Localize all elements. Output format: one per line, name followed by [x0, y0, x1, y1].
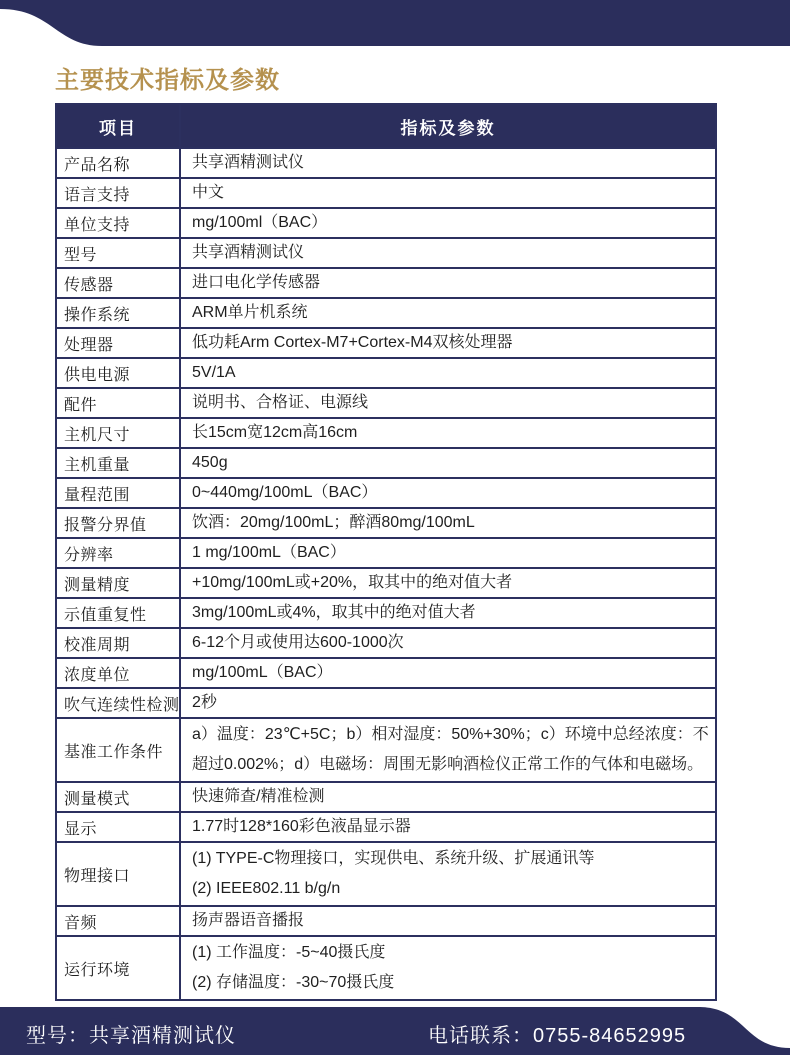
value-cell [180, 388, 716, 418]
value-line: mg/100ml（BAC） [192, 214, 328, 231]
page-title: 主要技术指标及参数 [55, 67, 280, 94]
value-cell [180, 628, 716, 658]
table-row [56, 782, 716, 812]
table-row [56, 658, 716, 688]
table-row [56, 906, 716, 936]
spec-table [55, 103, 717, 1001]
value-line: 进口电化学传感器 [192, 274, 321, 291]
value-cell [180, 688, 716, 718]
value-line: 2秒 [192, 694, 217, 711]
table-row [56, 538, 716, 568]
value-cell [180, 538, 716, 568]
footer-phone-text: 电话联系：0755-84652995 [428, 1025, 687, 1047]
value-cell [180, 328, 716, 358]
value-cell [180, 268, 716, 298]
table-row [56, 238, 716, 268]
value-line: mg/100mL（BAC） [192, 664, 333, 681]
value-line: 低功耗Arm Cortex-M7+Cortex-M4双核处理器 [192, 334, 513, 351]
value-line: 450g [192, 454, 228, 471]
item-cell: 主机重量 [56, 448, 180, 478]
item-cell: 操作系统 [56, 298, 180, 328]
item-cell: 供电电源 [56, 358, 180, 388]
value-line: +10mg/100mL或+20%，取其中的绝对值大者 [192, 574, 513, 591]
value-line: 1 mg/100mL（BAC） [192, 544, 346, 561]
item-cell: 单位支持 [56, 208, 180, 238]
item-cell: 示值重复性 [56, 598, 180, 628]
item-cell: 分辨率 [56, 538, 180, 568]
value-line: (2) 存储温度：-30~70摄氏度 [192, 974, 395, 991]
header-row [56, 104, 716, 148]
value-line: 6-12个月或使用达600-1000次 [192, 634, 404, 651]
item-cell: 报警分界值 [56, 508, 180, 538]
item-cell: 量程范围 [56, 478, 180, 508]
value-line: 共享酒精测试仪 [192, 154, 305, 171]
item-cell: 产品名称 [56, 148, 180, 178]
value-cell [180, 478, 716, 508]
value-cell [180, 508, 716, 538]
value-line: 饮酒：20mg/100mL；醉酒80mg/100mL [192, 514, 475, 531]
item-cell: 浓度单位 [56, 658, 180, 688]
table-row [56, 568, 716, 598]
table-row [56, 208, 716, 238]
value-cell [180, 418, 716, 448]
value-line: 中文 [192, 184, 225, 201]
value-line: (2) IEEE802.11 b/g/n [192, 880, 341, 897]
table-row [56, 718, 716, 782]
value-cell [180, 598, 716, 628]
item-cell: 型号 [56, 238, 180, 268]
item-cell: 物理接口 [56, 842, 180, 906]
table-row [56, 298, 716, 328]
item-cell: 处理器 [56, 328, 180, 358]
item-cell: 校准周期 [56, 628, 180, 658]
value-line: 超过0.002%；d）电磁场：周围无影响酒检仪正常工作的气体和电磁场。 [192, 756, 704, 773]
value-line: 5V/1A [192, 364, 236, 381]
item-cell: 音频 [56, 906, 180, 936]
value-cell [180, 812, 716, 842]
table-row [56, 936, 716, 1000]
value-cell [180, 358, 716, 388]
value-line: 说明书、合格证、电源线 [192, 394, 369, 411]
item-cell: 语言支持 [56, 178, 180, 208]
table-row [56, 358, 716, 388]
item-cell: 基准工作条件 [56, 718, 180, 782]
table-row [56, 842, 716, 906]
value-cell [180, 782, 716, 812]
value-line: 0~440mg/100mL（BAC） [192, 484, 378, 501]
table-row [56, 598, 716, 628]
spec-table-head [56, 104, 716, 148]
value-line: 共享酒精测试仪 [192, 244, 305, 261]
value-cell [180, 658, 716, 688]
value-cell [180, 906, 716, 936]
table-row [56, 148, 716, 178]
value-line: (1) TYPE-C物理接口，实现供电、系统升级、扩展通讯等 [192, 850, 595, 867]
spec-table-body [56, 148, 716, 1000]
table-row [56, 418, 716, 448]
value-cell [180, 936, 716, 1000]
item-cell: 主机尺寸 [56, 418, 180, 448]
table-row [56, 328, 716, 358]
item-cell: 吹气连续性检测 [56, 688, 180, 718]
value-cell [180, 238, 716, 268]
item-cell: 显示 [56, 812, 180, 842]
table-row [56, 478, 716, 508]
table-row [56, 268, 716, 298]
item-cell: 传感器 [56, 268, 180, 298]
header-item: 项目 [56, 104, 180, 148]
value-cell [180, 842, 716, 906]
value-line: 扬声器语音播报 [192, 912, 305, 929]
table-row [56, 812, 716, 842]
item-cell: 测量精度 [56, 568, 180, 598]
item-cell: 测量模式 [56, 782, 180, 812]
table-row [56, 688, 716, 718]
value-cell [180, 568, 716, 598]
value-cell [180, 448, 716, 478]
table-row [56, 178, 716, 208]
value-line: (1) 工作温度：-5~40摄氏度 [192, 944, 386, 961]
item-cell: 配件 [56, 388, 180, 418]
table-row [56, 628, 716, 658]
value-cell [180, 178, 716, 208]
footer-model-text: 型号：共享酒精测试仪 [26, 1025, 236, 1047]
value-cell [180, 208, 716, 238]
value-line: 长15cm宽12cm高16cm [192, 424, 358, 441]
table-row [56, 448, 716, 478]
value-line: a）温度：23℃+5C；b）相对湿度：50%+30%；c）环境中总经浓度：不 [192, 726, 709, 743]
value-cell [180, 718, 716, 782]
table-row [56, 388, 716, 418]
table-row [56, 508, 716, 538]
top-band-decoration [0, 0, 790, 48]
item-cell: 运行环境 [56, 936, 180, 1000]
value-cell [180, 298, 716, 328]
value-line: 快速筛查/精准检测 [192, 788, 325, 805]
value-line: 1.77时128*160彩色液晶显示器 [192, 818, 411, 835]
header-value: 指标及参数 [180, 104, 716, 148]
value-line: ARM单片机系统 [192, 304, 308, 321]
value-line: 3mg/100mL或4%，取其中的绝对值大者 [192, 604, 476, 621]
value-cell [180, 148, 716, 178]
